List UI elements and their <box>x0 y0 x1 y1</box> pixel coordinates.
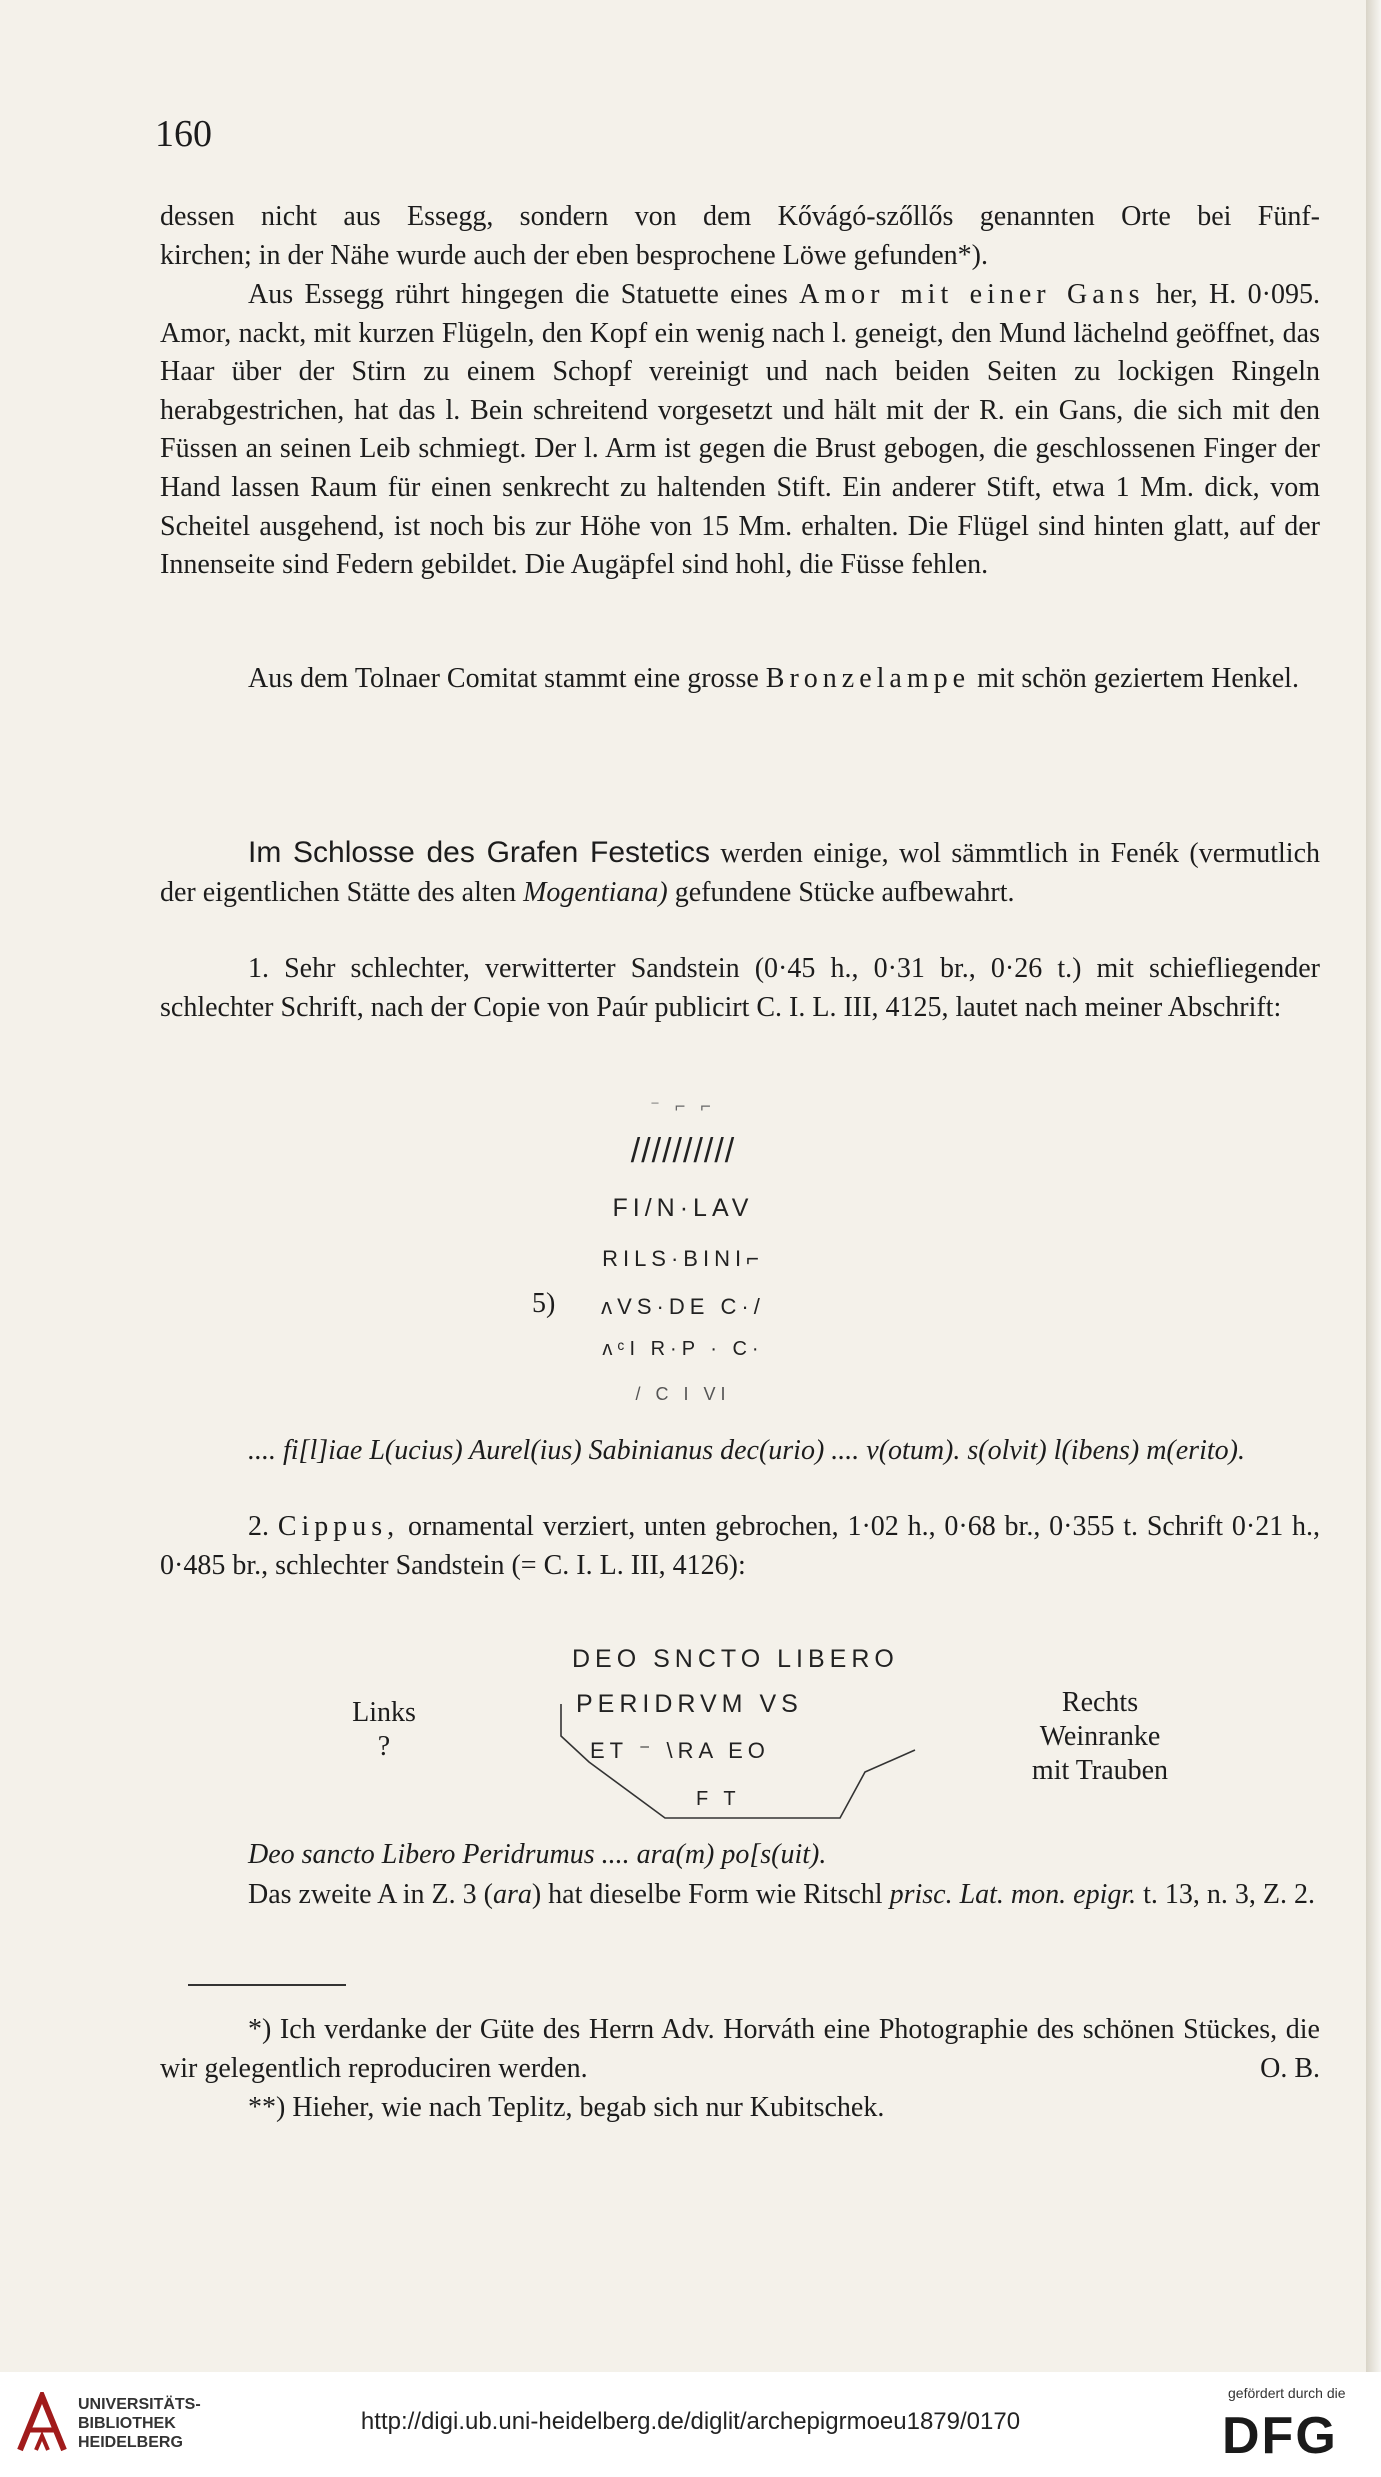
footnote-rule <box>188 1984 346 1986</box>
item-2-reading: Deo sancto Libero Peridrumus .... ara(m) po[s(uit). <box>248 1839 827 1870</box>
paragraph-amor: Aus Essegg rührt hingegen die Statuette eines Amor mit einer Gans her, H. 0·095. Amor, nackt, mit kurzen Flügeln, den Kopf ein wenig nach l. geneigt, den Mund lächelnd geöffnet, das Haar über der Stirn zu einem Schopf vereinigt und nach beiden Seiten zu lockigen Ringeln herabgestrichen, hat das l. Bein schreitend vorgesetzt und hält mit der R. ein Gans, die sich mit den Füssen an seinen Leib schmiegt. Der l. Arm ist gegen die Brust gebogen, die geschlossenen Finger der Hand lassen Raum für einen senkrecht zu haltenden Stift. Ein anderer Stift, etwa 1 Mm. dick, vom Scheitel ausgehend, ist noch bis zur Höhe von 15 Mm. erhalten. Die Flügel sind hinten glatt, auf der Innenseite sind Federn gebildet. Die Augäpfel sind hohl, die Füsse fehlen. <box>160 279 1320 581</box>
library-name: UNIVERSITÄTS- BIBLIOTHEK HEIDELBERG <box>78 2396 201 2451</box>
item-1-description: 1. Sehr schlechter, verwitterter Sandstein (0·45 h., 0·31 br., 0·26 t.) mit schiefliegender schlechter Schrift, nach der Copie von Paúr publicirt C. I. L. III, 4125, lautet nach meiner Abschrift: <box>160 953 1320 1023</box>
paragraph-continuation <box>160 198 1320 275</box>
section-intro: Im Schlosse des Grafen Festetics werden einige, wol sämmtlich in Fenék (vermutlich der eigentlichen Stätte des alten Mogentiana) gefundene Stücke aufbewahrt. <box>160 836 1320 908</box>
right-side-note: Rechts Weinranke mit Trauben <box>1031 1687 1169 1786</box>
inscription-line: DEO SNCTO LIBERO <box>572 1645 899 1673</box>
funding-label: gefördert durch die <box>1228 2385 1346 2401</box>
inscription-line: RILS·BINI⌐ <box>602 1246 764 1271</box>
inscription-line: ET ⁻ \RA EO <box>590 1738 770 1763</box>
inscription-line: F T <box>696 1788 741 1810</box>
inscription-line: PERIDRVM VS <box>576 1690 803 1718</box>
page-number: 160 <box>155 113 212 155</box>
inscription-line: / C I VI <box>635 1384 731 1404</box>
spaced-term: Bronzelampe <box>765 663 971 694</box>
item-2-note: Das zweite A in Z. 3 (ara) hat dieselbe Form wie Ritschl prisc. Lat. mon. epigr. t. 13, n. 3, Z. 2. <box>248 1879 1316 1910</box>
footnote-1: *) Ich verdanke der Güte des Herrn Adv. Horváth eine Photographie des schönen Stückes, die wir gelegentlich reproduciren werden. O. B. <box>160 2010 1320 2088</box>
spaced-term: Cippus, <box>277 1511 400 1542</box>
stone-break-outline <box>555 1700 925 1830</box>
page-edge <box>1366 0 1381 2372</box>
paragraph-line: dessen nicht aus Essegg, sondern von dem Kővágó-szőllős genannten Orte bei Fünf- <box>160 201 1320 232</box>
digital-library-url[interactable]: http://digi.ub.uni-heidelberg.de/diglit/archepigrmoeu1879/0170 <box>360 2408 1021 2435</box>
item-1-reading: .... fi[l]iae L(ucius) Aurel(ius) Sabinianus dec(urio) .... v(otum). s(olvit) l(ibens) m(erito). <box>248 1435 1245 1466</box>
inscription-line: FI/N·LAV <box>612 1194 754 1222</box>
inscription-line: ⁻ ⌐ ⌐ <box>650 1096 716 1116</box>
inscription-line: ////////// <box>630 1132 736 1170</box>
dfg-logo: DFG <box>1222 2407 1338 2465</box>
spaced-term: Amor mit einer Gans <box>799 279 1145 310</box>
collection-name: Im Schlosse des Grafen Festetics <box>248 836 711 869</box>
footnote-2: **) Hieher, wie nach Teplitz, begab sich nur Kubitschek. <box>248 2092 885 2123</box>
item-2-description: 2. Cippus, ornamental verziert, unten gebrochen, 1·02 h., 0·68 br., 0·355 t. Schrift 0·21 h., 0·485 br., schlechter Sandstein (= C. I. L. III, 4126): <box>160 1511 1321 1581</box>
paragraph-line: kirchen; in der Nähe wurde auch der eben besprochene Löwe gefunden*). <box>160 239 988 271</box>
paragraph-lampe: Aus dem Tolnaer Comitat stammt eine grosse Bronzelampe mit schön geziertem Henkel. <box>248 663 1299 694</box>
inscription-line: ʌᶜI R·P · C· <box>602 1338 764 1360</box>
footnote-signature: O. B. <box>1260 2053 1320 2084</box>
left-side-note: Links ? <box>352 1697 416 1762</box>
line-number: 5) <box>532 1288 556 1319</box>
inscription-line: ʌVS·DE C·/ <box>601 1294 765 1319</box>
